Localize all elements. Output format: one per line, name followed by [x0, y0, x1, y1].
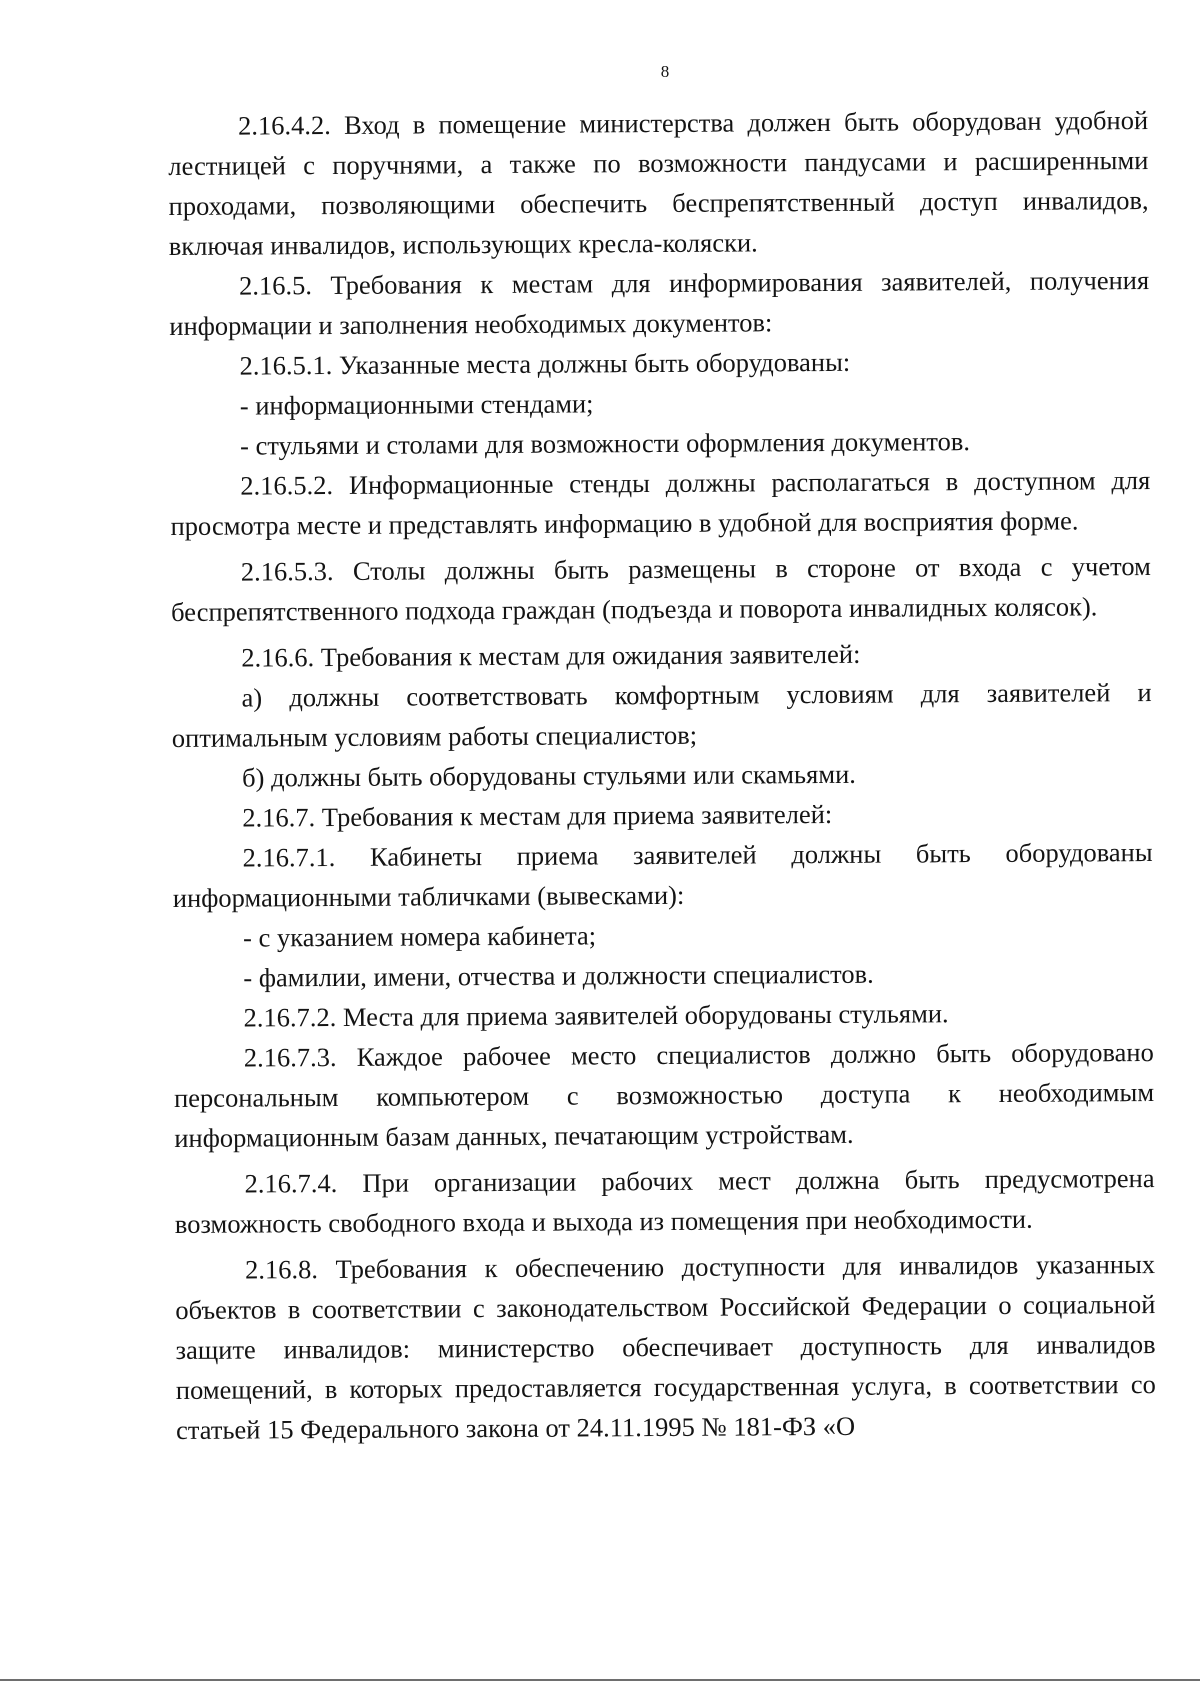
paragraph-2-16-5-1: 2.16.5.1. Указанные места должны быть оборудованы:: [239, 346, 851, 381]
paragraph-2-16-6: 2.16.6. Требования к местам для ожидания заявителей:: [241, 638, 861, 673]
paragraph-2-16-7-2: 2.16.7.2. Места для приема заявителей оборудованы стульями.: [243, 998, 949, 1033]
paragraph-2-16-8: 2.16.8. Требования к обеспечению доступности для инвалидов указанных объектов в соответствии с законодательством Российской Федерации о социальной защите инвалидов: министерство обеспечивает доступность для инвалидов помещений, в которых предоставляется государственная услуга, в соответствии со статьей 15 Федерального закона от 24.11.1995 № 181-ФЗ «О: [175, 1248, 1156, 1445]
paragraph-2-16-7-4: 2.16.7.4. При организации рабочих мест должна быть предусмотрена возможность свободного входа и выхода из помещения при необходимости.: [174, 1162, 1155, 1239]
list-item-cabinet-number: - с указанием номера кабинета;: [242, 920, 597, 953]
document-body: [168, 100, 1156, 1450]
list-item-stands: - информационными стендами;: [239, 388, 594, 421]
paragraph-2-16-4-2: 2.16.4.2. Вход в помещение министерства должен быть оборудован удобной лестницей с поручнями, а также по возможности пандусами и расширенными проходами, позволяющими обеспечить беспрепятственный доступ инвалидов, включая инвалидов, использующих кресла-коляски.: [168, 105, 1149, 261]
paragraph-2-16-5-3: 2.16.5.3. Столы должны быть размещены в стороне от входа с учетом беспрепятственного подхода граждан (подъезда и поворота инвалидных колясок).: [170, 551, 1151, 627]
list-item-chairs-tables: - стульями и столами для возможности оформления документов.: [239, 426, 971, 461]
paragraph-2-16-5: 2.16.5. Требования к местам для информирования заявителей, получения информации и заполнения необходимых документов:: [169, 265, 1150, 341]
list-item-a: а) должны соответствовать комфортным условиям для заявителей и оптимальным условиям работы специалистов;: [171, 677, 1152, 753]
page-number: 8: [660, 62, 670, 81]
paragraph-2-16-7-1: 2.16.7.1. Кабинеты приема заявителей должны быть оборудованы информационными табличками (вывесками):: [172, 836, 1153, 913]
list-item-b: б) должны быть оборудованы стульями или скамьями.: [242, 758, 856, 793]
page-bottom-rule: [0, 1679, 1200, 1681]
paragraph-2-16-5-2: 2.16.5.2. Информационные стенды должны располагаться в доступном для просмотра месте и представлять информацию в удобной для восприятия форме.: [170, 465, 1151, 541]
paragraph-2-16-7-3: 2.16.7.3. Каждое рабочее место специалистов должно быть оборудовано персональным компьютером с возможностью доступа к необходимым информационным базам данных, печатающим устройствам.: [173, 1036, 1155, 1153]
list-item-specialist-names: - фамилии, имени, отчества и должности специалистов.: [243, 958, 874, 993]
paragraph-2-16-7: 2.16.7. Требования к местам для приема заявителей:: [242, 798, 833, 833]
